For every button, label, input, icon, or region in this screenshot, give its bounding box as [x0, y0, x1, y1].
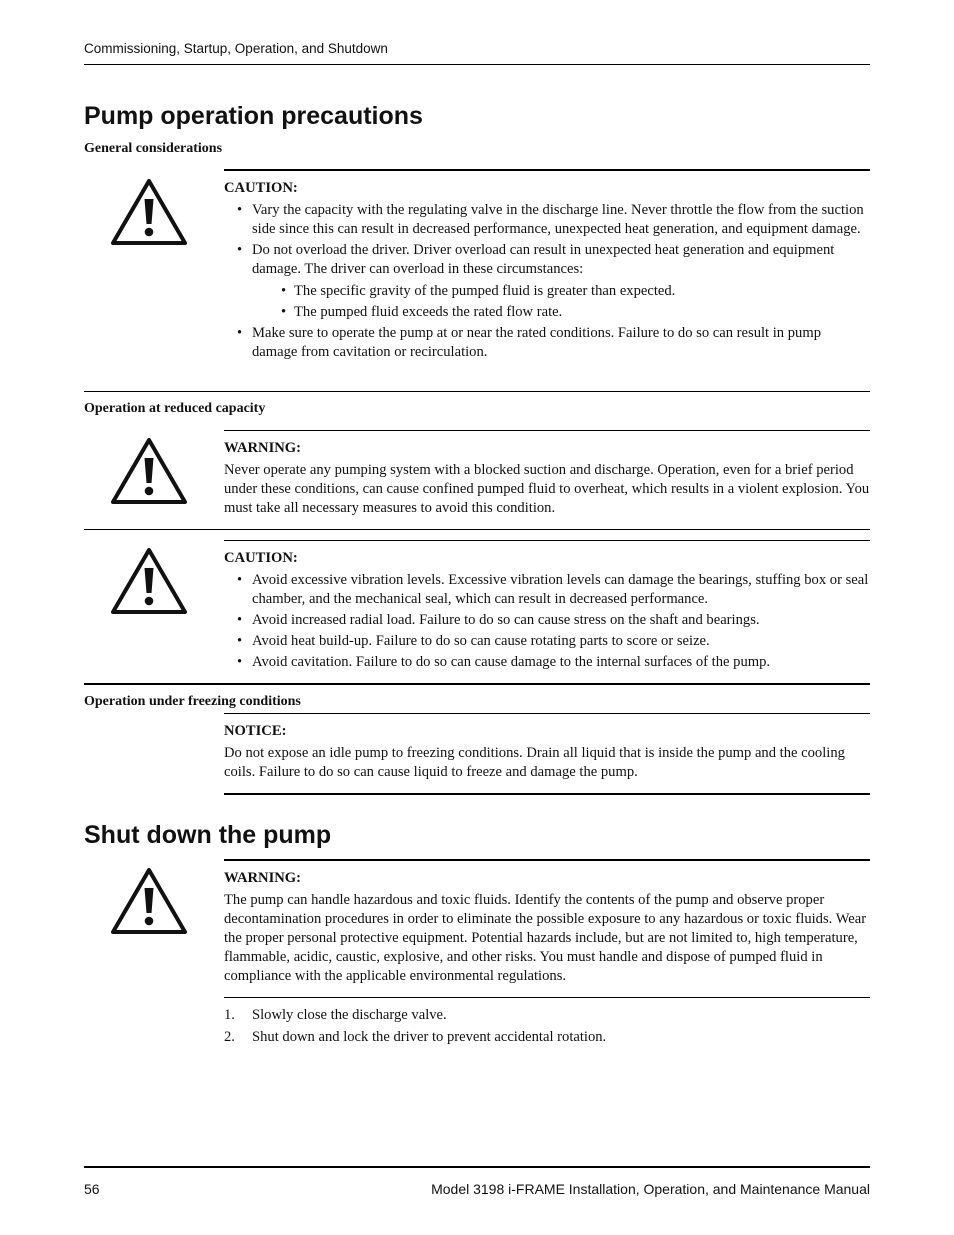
list-item-text: Do not overload the driver. Driver overload can result in unexpected heat generation and equipment damage. The driver can overload in these circumstances:	[252, 242, 835, 277]
notice-block-freezing	[84, 715, 870, 793]
subheading-freezing-conditions: Operation under freezing conditions	[84, 694, 301, 709]
list-item	[224, 241, 870, 322]
step-number: 1.	[224, 1007, 235, 1023]
list-item: • Avoid excessive vibration levels. Excessive vibration levels can damage the bearings, stuffing box or seal chamber, and the mechanical seal, which can result in decreased performance.	[224, 571, 870, 609]
warning-triangle-icon	[110, 546, 188, 616]
warning-block-shutdown	[84, 862, 870, 996]
page-number: 56	[84, 1181, 100, 1197]
list-item: • Avoid increased radial load. Failure to do so can cause stress on the shaft and bearings.	[224, 611, 870, 630]
notice-top-rule	[224, 713, 870, 714]
caution-list	[224, 571, 870, 672]
block-rule	[84, 529, 870, 530]
notice-label: NOTICE:	[224, 723, 287, 739]
block-rule	[84, 683, 870, 685]
subheading-reduced-capacity: Operation at reduced capacity	[84, 401, 266, 416]
footer-rule	[84, 1166, 870, 1168]
caution-list	[224, 201, 870, 362]
step-number: 2.	[224, 1029, 235, 1045]
list-item: • Vary the capacity with the regulating valve in the discharge line. Never throttle the flow from the suction side since this can result in decreased performance, unexpected heat generation, and equipment damage.	[224, 201, 870, 239]
header-rule	[84, 64, 870, 65]
block-rule	[84, 391, 870, 392]
caution-block-general	[84, 172, 870, 390]
notice-text: Do not expose an idle pump to freezing conditions. Drain all liquid that is inside the pump and the cooling coils. Failure to do so can cause liquid to freeze and damage the pump.	[224, 745, 845, 780]
step-text: Shut down and lock the driver to prevent accidental rotation.	[252, 1029, 607, 1045]
step-text: Slowly close the discharge valve.	[252, 1007, 447, 1023]
warning-block-reduced	[84, 432, 870, 528]
caution-block-reduced	[84, 542, 870, 682]
step-item	[224, 1006, 870, 1025]
notice-bottom-rule	[224, 793, 870, 795]
warning-text: The pump can handle hazardous and toxic fluids. Identify the contents of the pump and observe proper decontamination procedures in order to eliminate the possible exposure to any hazardous or toxic fluids. Wear the proper personal protective equipment. Potential hazards include, but are not limited to, high temperature, flammable, acidic, caustic, explosive, and other risks. You must handle and dispose of pumped fluid in compliance with the applicable environmental regulations.	[224, 892, 867, 984]
warning-triangle-icon	[110, 177, 188, 247]
warning-triangle-icon	[110, 436, 188, 506]
section-title-shut-down: Shut down the pump	[84, 821, 332, 849]
sub-list-item: • The pumped fluid exceeds the rated flow rate.	[252, 303, 870, 322]
warning-top-rule	[224, 859, 870, 861]
warning-label: WARNING:	[224, 870, 302, 886]
subheading-general-considerations: General considerations	[84, 141, 223, 156]
caution-label: CAUTION:	[224, 550, 298, 566]
running-header: Commissioning, Startup, Operation, and Shutdown	[84, 41, 388, 56]
steps-list	[224, 1006, 870, 1047]
caution-top-rule	[224, 169, 870, 171]
manual-title: Model 3198 i-FRAME Installation, Operation, and Maintenance Manual	[431, 1181, 870, 1197]
sub-list-item: • The specific gravity of the pumped fluid is greater than expected.	[252, 282, 870, 301]
warning-triangle-icon	[110, 866, 188, 936]
shutdown-steps	[84, 1006, 870, 1056]
list-item: • Make sure to operate the pump at or near the rated conditions. Failure to do so can result in pump damage from cavitation or recirculation.	[224, 324, 870, 362]
warning-top-rule	[224, 430, 870, 431]
warning-label: WARNING:	[224, 440, 302, 456]
section-title-pump-operation: Pump operation precautions	[84, 102, 423, 130]
warning-text: Never operate any pumping system with a blocked suction and discharge. Operation, even for a brief period under these conditions, can cause confined pumped fluid to overheat, which results in a violent explosion. You must take all necessary measures to avoid this condition.	[224, 462, 870, 516]
caution-top-rule	[224, 540, 870, 541]
step-item	[224, 1028, 870, 1047]
list-item: • Avoid cavitation. Failure to do so can cause damage to the internal surfaces of the pump.	[224, 653, 870, 672]
caution-label: CAUTION:	[224, 180, 298, 196]
sub-list	[252, 282, 870, 322]
block-rule	[224, 997, 870, 998]
list-item: • Avoid heat build-up. Failure to do so can cause rotating parts to score or seize.	[224, 632, 870, 651]
